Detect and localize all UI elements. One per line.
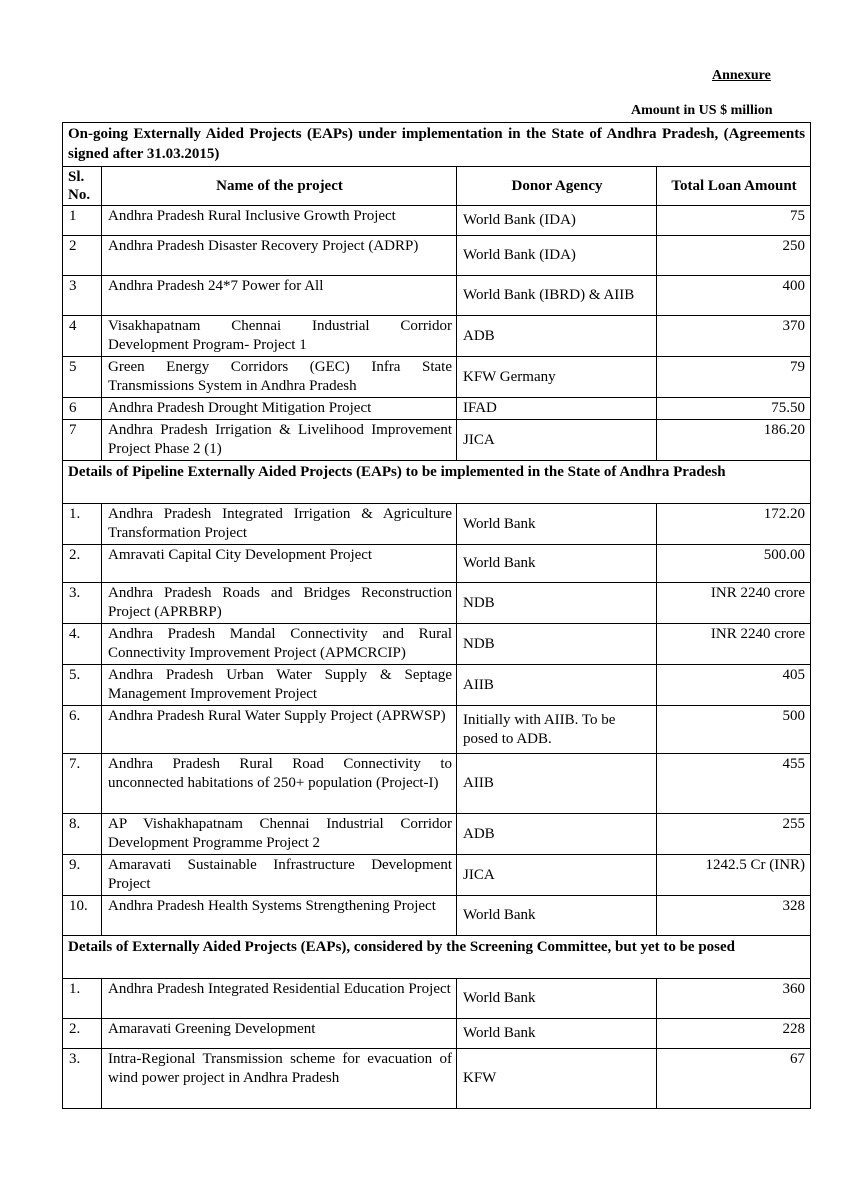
project-name-cell: Intra-Regional Transmission scheme for evacuation of wind power project in Andhra Pradesh [102,1049,457,1109]
projects-table [62,122,811,1109]
sl-no-cell: 5. [63,665,102,706]
donor-agency-cell: ADB [457,316,657,357]
loan-amount-cell: 328 [657,896,811,936]
table-row [63,706,811,754]
projects-table-body [63,123,811,1109]
donor-agency-cell: Initially with AIIB. To be posed to ADB. [457,706,657,754]
donor-agency-cell: ADB [457,814,657,855]
donor-agency-cell: KFW [457,1049,657,1109]
project-name-cell: Green Energy Corridors (GEC) Infra State Transmissions System in Andhra Pradesh [102,357,457,398]
loan-amount-cell: 228 [657,1019,811,1049]
project-name-cell: Andhra Pradesh Rural Inclusive Growth Project [102,206,457,236]
table-row [63,236,811,276]
table-row [63,276,811,316]
col-header-project-name: Name of the project [102,167,457,206]
loan-amount-cell: 75.50 [657,398,811,420]
loan-amount-cell: 67 [657,1049,811,1109]
table-row [63,545,811,583]
table-row [63,583,811,624]
sl-no-cell: 8. [63,814,102,855]
donor-agency-cell: AIIB [457,754,657,814]
project-name-cell: Amaravati Sustainable Infrastructure Development Project [102,855,457,896]
donor-agency-cell: IFAD [457,398,657,420]
loan-amount-cell: 370 [657,316,811,357]
donor-agency-cell: World Bank (IDA) [457,236,657,276]
sl-no-cell: 3. [63,1049,102,1109]
donor-agency-cell: JICA [457,855,657,896]
project-name-cell: Andhra Pradesh Roads and Bridges Reconstruction Project (APRBRP) [102,583,457,624]
col-header-total-loan-amount: Total Loan Amount [657,167,811,206]
table-row [63,754,811,814]
amount-unit-note: Amount in US $ million [631,103,773,118]
project-name-cell: Andhra Pradesh 24*7 Power for All [102,276,457,316]
sl-no-cell: 4 [63,316,102,357]
loan-amount-cell: 75 [657,206,811,236]
sl-no-cell: 3. [63,583,102,624]
table-row [63,206,811,236]
col-header-sl-no: Sl. No. [63,167,102,206]
table-row [63,814,811,855]
loan-amount-cell: 186.20 [657,420,811,461]
donor-agency-cell: World Bank (IDA) [457,206,657,236]
loan-amount-cell: 255 [657,814,811,855]
sl-no-cell: 7. [63,754,102,814]
loan-amount-cell: INR 2240 crore [657,624,811,665]
loan-amount-cell: 405 [657,665,811,706]
donor-agency-cell: NDB [457,624,657,665]
loan-amount-cell: 172.20 [657,504,811,545]
loan-amount-cell: 455 [657,754,811,814]
project-name-cell: Andhra Pradesh Integrated Residential Education Project [102,979,457,1019]
table-row [63,316,811,357]
sl-no-cell: 10. [63,896,102,936]
sl-no-cell: 1. [63,979,102,1019]
col-header-donor-agency: Donor Agency [457,167,657,206]
table-row [63,357,811,398]
project-name-cell: Amravati Capital City Development Project [102,545,457,583]
donor-agency-cell: AIIB [457,665,657,706]
loan-amount-cell: 400 [657,276,811,316]
loan-amount-cell: INR 2240 crore [657,583,811,624]
section-title: Details of Pipeline Externally Aided Projects (EAPs) to be implemented in the State of Andhra Pradesh [63,461,811,504]
table-row [63,1019,811,1049]
project-name-cell: Andhra Pradesh Urban Water Supply & Septage Management Improvement Project [102,665,457,706]
annexure-heading: Annexure [712,68,771,83]
donor-agency-cell: JICA [457,420,657,461]
table-row [63,420,811,461]
loan-amount-cell: 500 [657,706,811,754]
loan-amount-cell: 250 [657,236,811,276]
donor-agency-cell: World Bank [457,504,657,545]
section-header-row [63,123,811,167]
loan-amount-cell: 1242.5 Cr (INR) [657,855,811,896]
project-name-cell: Andhra Pradesh Integrated Irrigation & Agriculture Transformation Project [102,504,457,545]
donor-agency-cell: KFW Germany [457,357,657,398]
donor-agency-cell: World Bank (IBRD) & AIIB [457,276,657,316]
project-name-cell: Andhra Pradesh Irrigation & Livelihood Improvement Project Phase 2 (1) [102,420,457,461]
table-row [63,398,811,420]
sl-no-cell: 3 [63,276,102,316]
loan-amount-cell: 79 [657,357,811,398]
project-name-cell: AP Vishakhapatnam Chennai Industrial Corridor Development Programme Project 2 [102,814,457,855]
donor-agency-cell: World Bank [457,1019,657,1049]
project-name-cell: Andhra Pradesh Disaster Recovery Project (ADRP) [102,236,457,276]
sl-no-cell: 7 [63,420,102,461]
table-row [63,979,811,1019]
project-name-cell: Andhra Pradesh Health Systems Strengthening Project [102,896,457,936]
table-row [63,855,811,896]
section-header-row [63,936,811,979]
sl-no-cell: 2. [63,1019,102,1049]
project-name-cell: Andhra Pradesh Rural Road Connectivity to unconnected habitations of 250+ population (Project-I) [102,754,457,814]
donor-agency-cell: NDB [457,583,657,624]
sl-no-cell: 6 [63,398,102,420]
sl-no-cell: 4. [63,624,102,665]
sl-no-cell: 9. [63,855,102,896]
sl-no-cell: 2 [63,236,102,276]
table-row [63,624,811,665]
table-row [63,896,811,936]
sl-no-cell: 6. [63,706,102,754]
section-header-row [63,461,811,504]
column-header-row [63,167,811,206]
section-title: Details of Externally Aided Projects (EAPs), considered by the Screening Committee, but yet to be posed [63,936,811,979]
donor-agency-cell: World Bank [457,979,657,1019]
section-title: On-going Externally Aided Projects (EAPs) under implementation in the State of Andhra Pradesh, (Agreements signed after 31.03.2015) [63,123,811,167]
table-row [63,1049,811,1109]
donor-agency-cell: World Bank [457,545,657,583]
sl-no-cell: 1. [63,504,102,545]
table-row [63,504,811,545]
project-name-cell: Andhra Pradesh Drought Mitigation Project [102,398,457,420]
loan-amount-cell: 500.00 [657,545,811,583]
project-name-cell: Visakhapatnam Chennai Industrial Corridor Development Program- Project 1 [102,316,457,357]
sl-no-cell: 1 [63,206,102,236]
sl-no-cell: 5 [63,357,102,398]
loan-amount-cell: 360 [657,979,811,1019]
project-name-cell: Amaravati Greening Development [102,1019,457,1049]
project-name-cell: Andhra Pradesh Rural Water Supply Project (APRWSP) [102,706,457,754]
sl-no-cell: 2. [63,545,102,583]
project-name-cell: Andhra Pradesh Mandal Connectivity and Rural Connectivity Improvement Project (APMCRCIP) [102,624,457,665]
donor-agency-cell: World Bank [457,896,657,936]
table-row [63,665,811,706]
